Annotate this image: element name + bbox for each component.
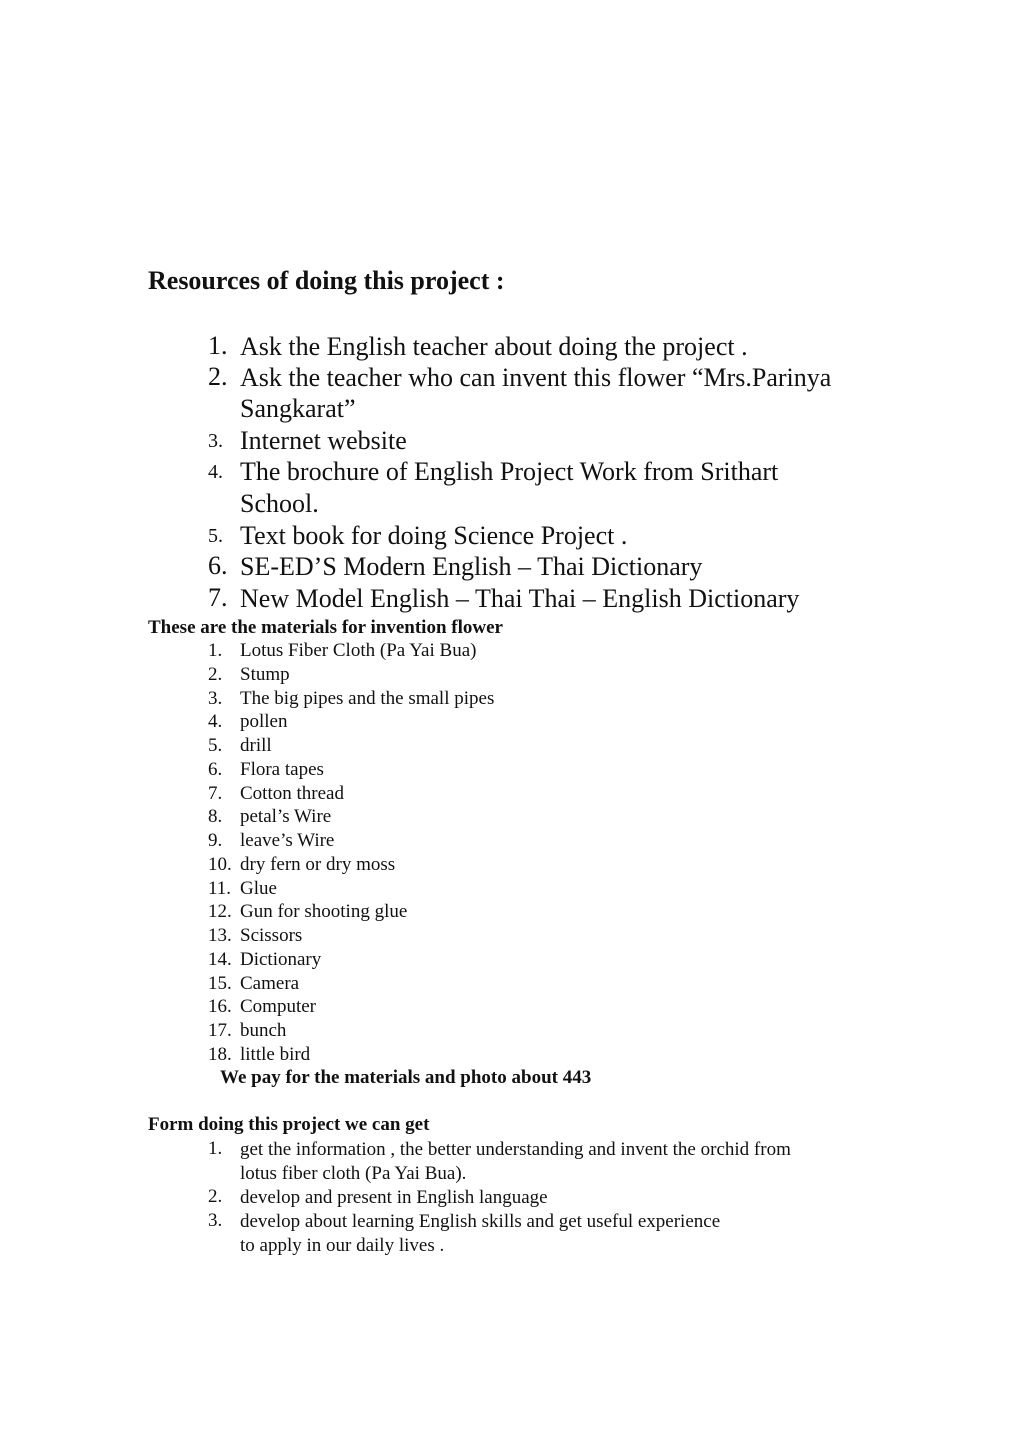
list-item-text: Flora tapes	[240, 759, 324, 780]
list-item-number: 1.	[208, 331, 228, 360]
list-item-number: 2.	[208, 362, 228, 391]
list-item-number: 6.	[208, 759, 223, 780]
list-item-text: develop and present in English language	[240, 1187, 548, 1208]
list-item-number: 5.	[208, 525, 223, 547]
list-item-number: 10.	[208, 854, 232, 875]
list-item-number: 6.	[208, 551, 228, 580]
list-item-text: New Model English – Thai Thai – English Dictionary	[240, 584, 800, 613]
list-item-number: 2.	[208, 1186, 223, 1207]
list-item-number: 13.	[208, 925, 232, 946]
list-item-text: Scissors	[240, 925, 303, 946]
list-item-number: 14.	[208, 949, 232, 970]
list-item-text: dry fern or dry moss	[240, 854, 396, 875]
list-item-number: 18.	[208, 1044, 232, 1065]
list-item-text: Cotton thread	[240, 783, 344, 804]
list-item-text: Dictionary	[240, 949, 322, 970]
list-item-number: 5.	[208, 735, 223, 756]
list-item-text: get the information , the better understanding and invent the orchid from	[240, 1139, 791, 1160]
list-item-number: 4.	[208, 461, 223, 483]
materials-heading: These are the materials for invention flower	[148, 617, 503, 638]
list-item-number: 4.	[208, 711, 223, 732]
list-item-text: Computer	[240, 996, 316, 1017]
list-item-number: 1.	[208, 640, 223, 661]
list-item-text: develop about learning English skills and get useful experience	[240, 1211, 721, 1232]
list-item-text: The big pipes and the small pipes	[240, 688, 495, 709]
list-item-number: 12.	[208, 901, 232, 922]
list-item-text: Internet website	[240, 426, 407, 455]
list-item-number: 7.	[208, 783, 223, 804]
list-item-text: Glue	[240, 878, 277, 899]
list-item-number: 1.	[208, 1138, 223, 1159]
list-item-text: leave’s Wire	[240, 830, 335, 851]
list-item-number: 11.	[208, 878, 232, 899]
list-item-text: Stump	[240, 664, 290, 685]
list-item-number: 3.	[208, 688, 223, 709]
list-item-text: SE-ED’S Modern English – Thai Dictionary	[240, 552, 703, 581]
list-item-text: Lotus Fiber Cloth (Pa Yai Bua)	[240, 640, 477, 661]
list-item-text: pollen	[240, 711, 288, 732]
resources-heading: Resources of doing this project :	[148, 266, 505, 295]
list-item-number: 3.	[208, 1210, 223, 1231]
list-item-text: Sangkarat”	[240, 394, 356, 423]
list-item-text: drill	[240, 735, 272, 756]
list-item-number: 17.	[208, 1020, 232, 1041]
list-item-number: 9.	[208, 830, 223, 851]
list-item-text: lotus fiber cloth (Pa Yai Bua).	[240, 1163, 467, 1184]
list-item-number: 15.	[208, 973, 232, 994]
list-item-number: 16.	[208, 996, 232, 1017]
list-item-text: little bird	[240, 1044, 311, 1065]
list-item-text: Text book for doing Science Project .	[240, 521, 628, 550]
list-item-text: petal’s Wire	[240, 806, 332, 827]
benefits-heading: Form doing this project we can get	[148, 1114, 430, 1135]
list-item-number: 2.	[208, 664, 223, 685]
list-item-number: 8.	[208, 806, 223, 827]
list-item-number: 3.	[208, 430, 223, 452]
payment-note: We pay for the materials and photo about 443	[220, 1067, 592, 1088]
list-item-text: Camera	[240, 973, 300, 994]
list-item-number: 7.	[208, 583, 228, 612]
list-item-text: School.	[240, 489, 319, 518]
list-item-text: to apply in our daily lives .	[240, 1235, 445, 1256]
list-item-text: Ask the English teacher about doing the project .	[240, 332, 748, 361]
list-item-text: bunch	[240, 1020, 287, 1041]
list-item-text: Gun for shooting glue	[240, 901, 408, 922]
list-item-text: The brochure of English Project Work from Srithart	[240, 457, 779, 486]
list-item-text: Ask the teacher who can invent this flower “Mrs.Parinya	[240, 363, 832, 392]
